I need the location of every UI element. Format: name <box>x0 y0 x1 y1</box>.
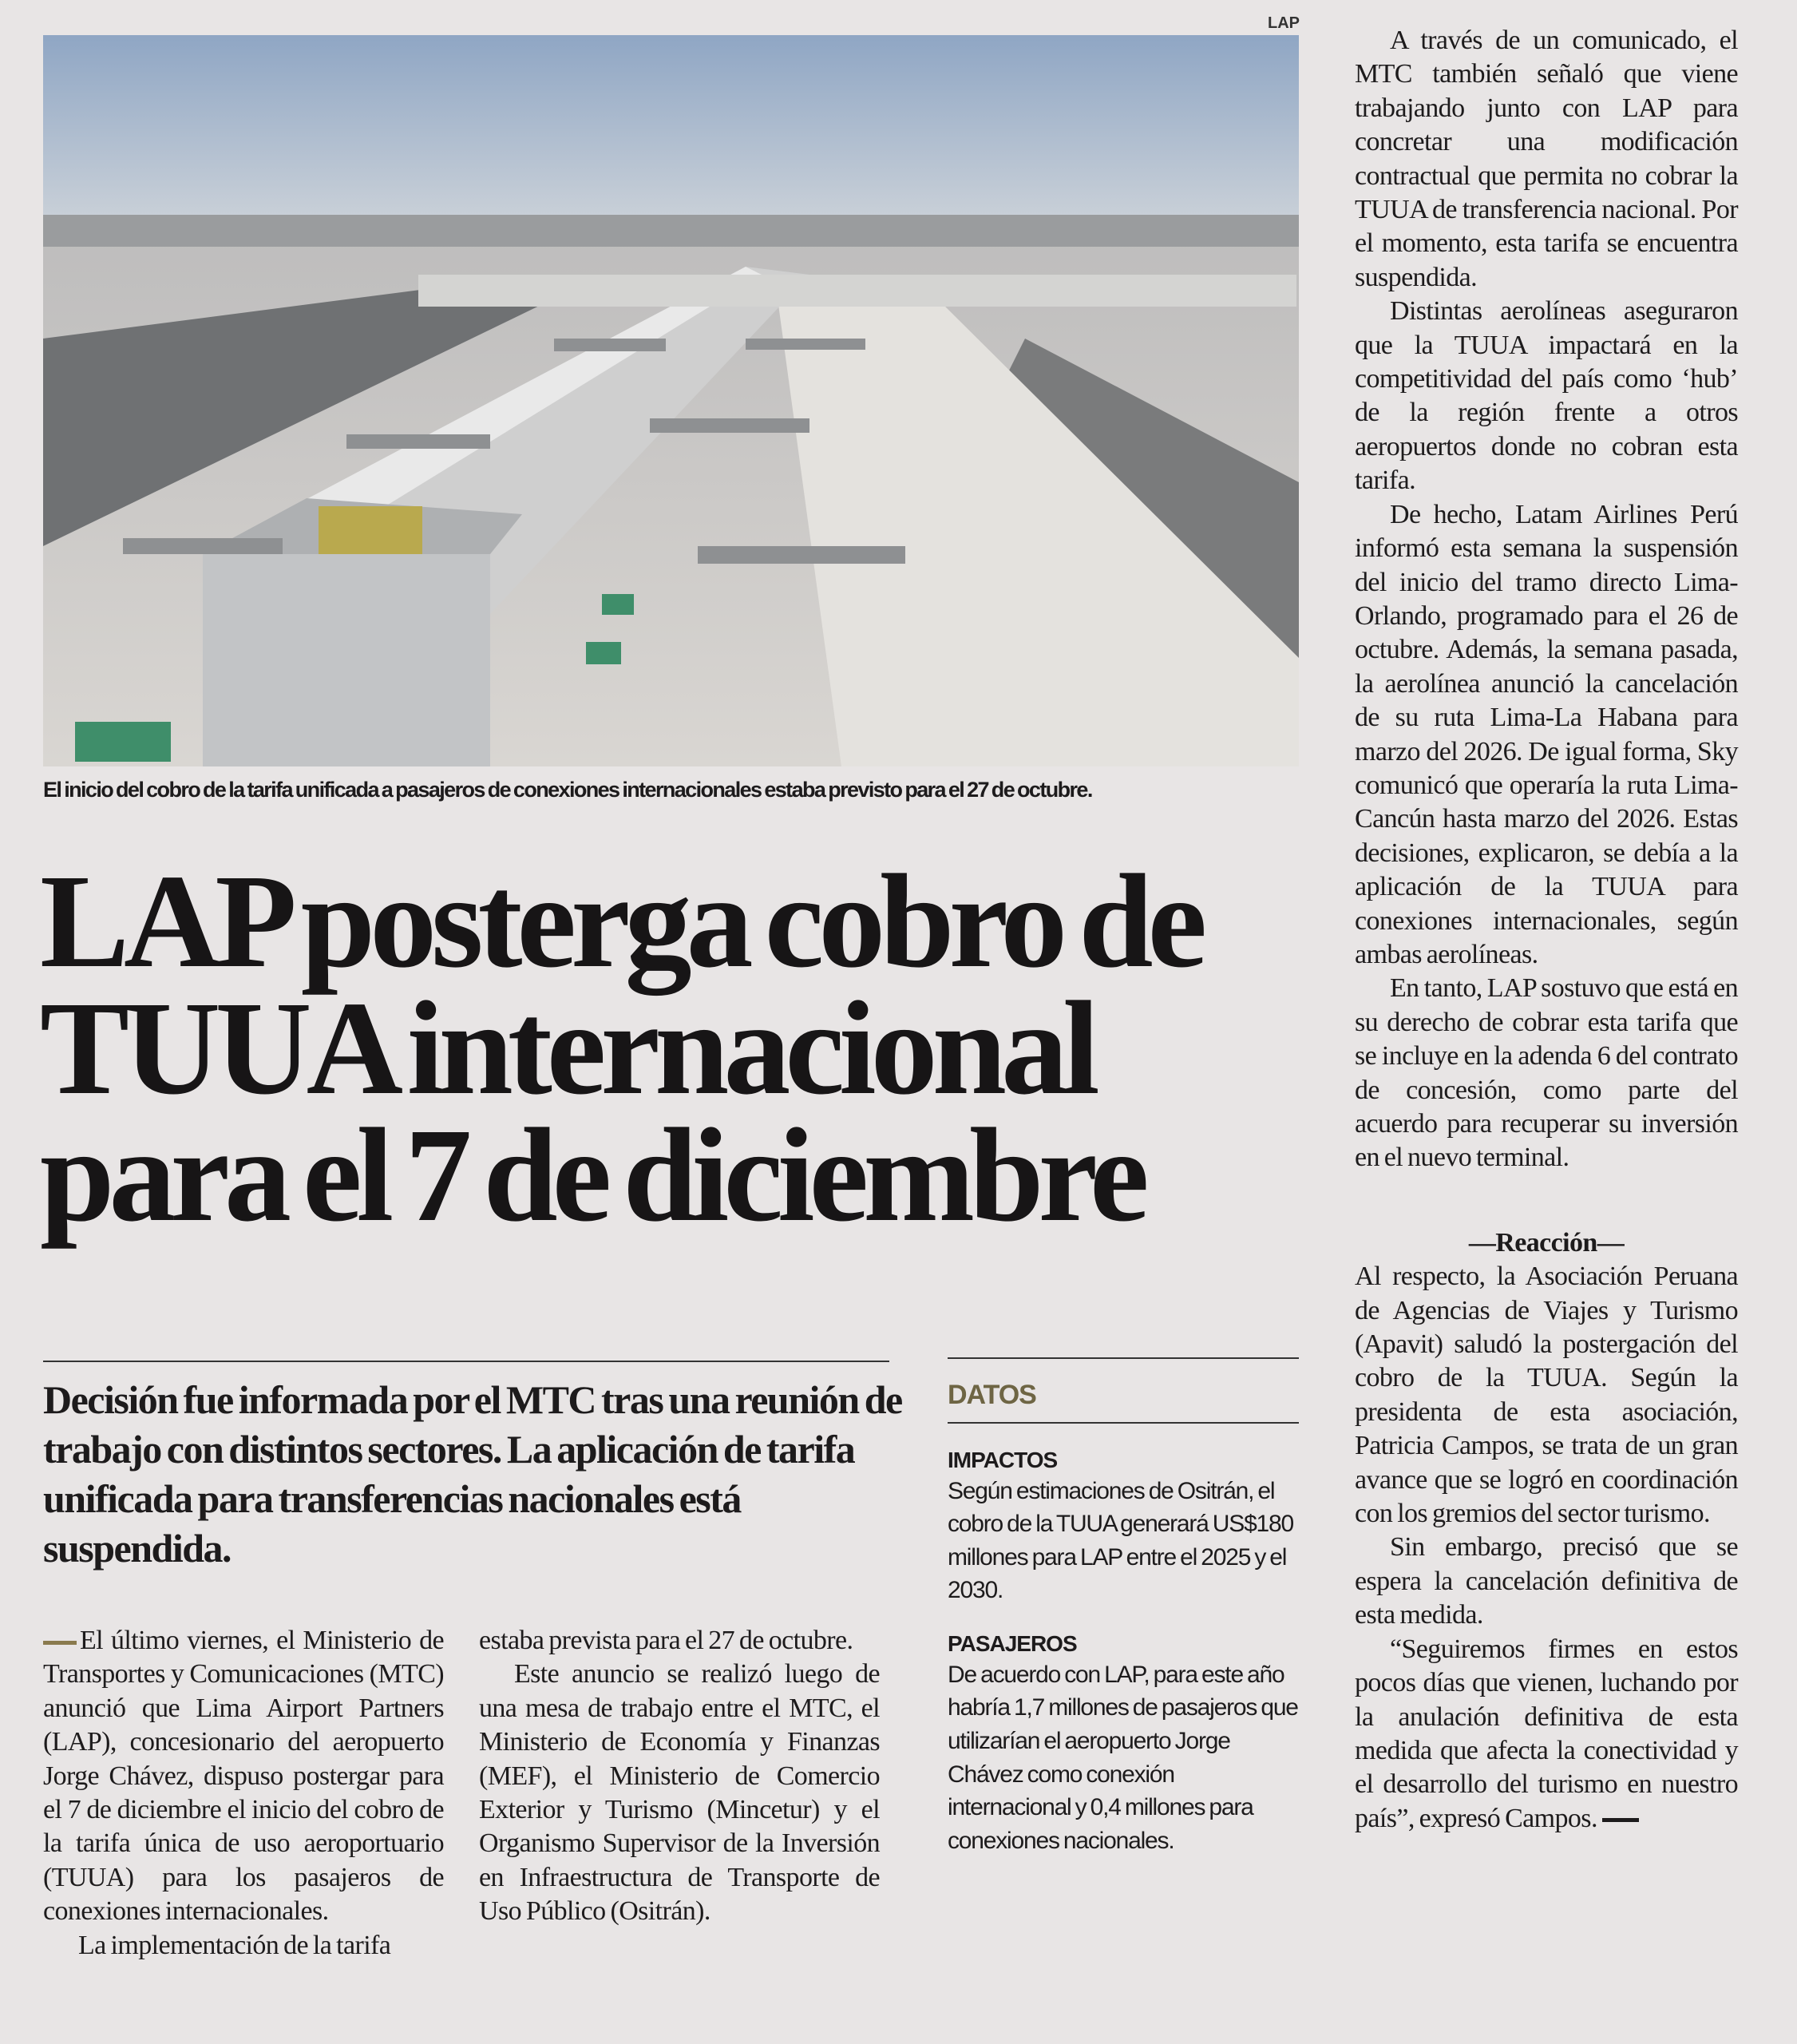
airport-photo <box>43 35 1299 766</box>
body-column-2 <box>479 1624 880 1929</box>
end-marker <box>1602 1818 1639 1822</box>
headline-line: para el 7 de diciembre <box>40 1101 1144 1250</box>
photo-caption: El inicio del cobro de la tarifa unificada a pasajeros de conexiones internacionales estaba previsto para el 27 de octubre. <box>43 778 1092 802</box>
headline <box>40 847 1333 1250</box>
datos-box <box>948 1357 1299 1857</box>
body-paragraph: De hecho, Latam Airlines Perú informó esta semana la suspensión del inicio del tramo directo Lima-Orlando, programado para el 26 de octubre. Además, la semana pasada, la aerolínea anunció la cancelación de su ruta Lima-La Habana para marzo del 2026. De igual forma, Sky comunicó que operaría la ruta Lima-Cancún hasta marzo del 2026. Estas decisiones, explicaron, se debía a la aplicación de la TUUA para conexiones internacionales, según ambas aerolíneas. <box>1355 499 1738 969</box>
body-text: “Seguiremos firmes en estos pocos días que vienen, luchando por la anulación definitiva de esta medida que afecta la conectividad y el desarrollo del turismo en nuestro país”, expresó Campos. <box>1355 1634 1738 1833</box>
lead-marker <box>43 1641 77 1645</box>
body-paragraph: estaba prevista para el 27 de octubre. <box>479 1626 853 1655</box>
headline-line: TUUA internacional <box>40 974 1094 1123</box>
body-paragraph: En tanto, LAP sostuvo que está en su derecho de cobrar esta tarifa que se incluye en la adenda 6 del contrato de concesión, como parte del acuerdo para recuperar su inversión en el nuevo terminal. <box>1355 973 1738 1173</box>
divider <box>948 1357 1299 1359</box>
photo-credit: LAP <box>1268 14 1300 32</box>
divider <box>948 1422 1299 1424</box>
datos-text: Según estimaciones de Ositrán, el cobro de la TUUA generará US$180 millones para LAP entre el 2025 y el 2030. <box>948 1477 1294 1604</box>
subheading-reaccion: —Reacción— <box>1468 1227 1625 1258</box>
body-column-1 <box>43 1624 444 1963</box>
airport-terminal-image <box>43 35 1299 766</box>
datos-text: De acuerdo con LAP, para este año habría 1,7 millones de pasajeros que utilizarían el aeropuerto Jorge Chávez como conexión internacional y 0,4 millones para conexiones nacionales. <box>948 1661 1298 1854</box>
headline-line: LAP posterga cobro de <box>40 847 1202 996</box>
datos-title: DATOS <box>948 1380 1036 1410</box>
body-text: El último viernes, el Ministerio de Transportes y Comunicaciones (MTC) anunció que Lima Airport Partners (LAP), concesionario del aeropuerto Jorge Chávez, dispuso postergar para el 7 de diciembre el inicio del cobro de la tarifa única de uso aeroportuario (TUUA) para los pasajeros de conexiones internacionales. <box>43 1626 444 1927</box>
datos-heading: IMPACTOS <box>948 1447 1058 1472</box>
body-paragraph <box>43 1624 444 1929</box>
deck-subtitle: Decisión fue informada por el MTC tras una reunión de trabajo con distintos sectores. La aplicación de tarifa unificada para transferencias nacionales está suspendida. <box>43 1377 902 1571</box>
body-paragraph: La implementación de la tarifa <box>78 1930 391 1960</box>
body-paragraph <box>1355 1633 1738 1836</box>
right-column <box>1355 24 1738 1836</box>
body-paragraph: Al respecto, la Asociación Peruana de Agencias de Viajes y Turismo (Apavit) saludó la postergación del cobro de la TUUA. Según la presidenta de esta asociación, Patricia Campos, se trata de un gran avance que se logró en coordinación con los gremios del sector turismo. <box>1355 1262 1738 1529</box>
body-paragraph: Este anuncio se realizó luego de una mesa de trabajo entre el MTC, el Ministerio de Economía y Finanzas (MEF), el Ministerio de Comercio Exterior y Turismo (Mincetur) y el Organismo Supervisor de la Inversión en Infraestructura de Transporte de Uso Público (Ositrán). <box>479 1659 880 1927</box>
divider <box>43 1361 889 1362</box>
body-paragraph: Sin embargo, precisó que se espera la cancelación definitiva de esta medida. <box>1355 1532 1738 1630</box>
datos-heading: PASAJEROS <box>948 1630 1077 1656</box>
body-paragraph: A través de un comunicado, el MTC también señaló que viene trabajando junto con LAP para concretar una modificación contractual que permita no cobrar la TUUA de transferencia nacional. Por el momento, esta tarifa se encuentra suspendida. <box>1355 26 1738 292</box>
body-paragraph: Distintas aerolíneas aseguraron que la TUUA impactará en la competitividad del país como ‘hub’ de la región frente a otros aeropuertos donde no cobran esta tarifa. <box>1355 296 1738 496</box>
